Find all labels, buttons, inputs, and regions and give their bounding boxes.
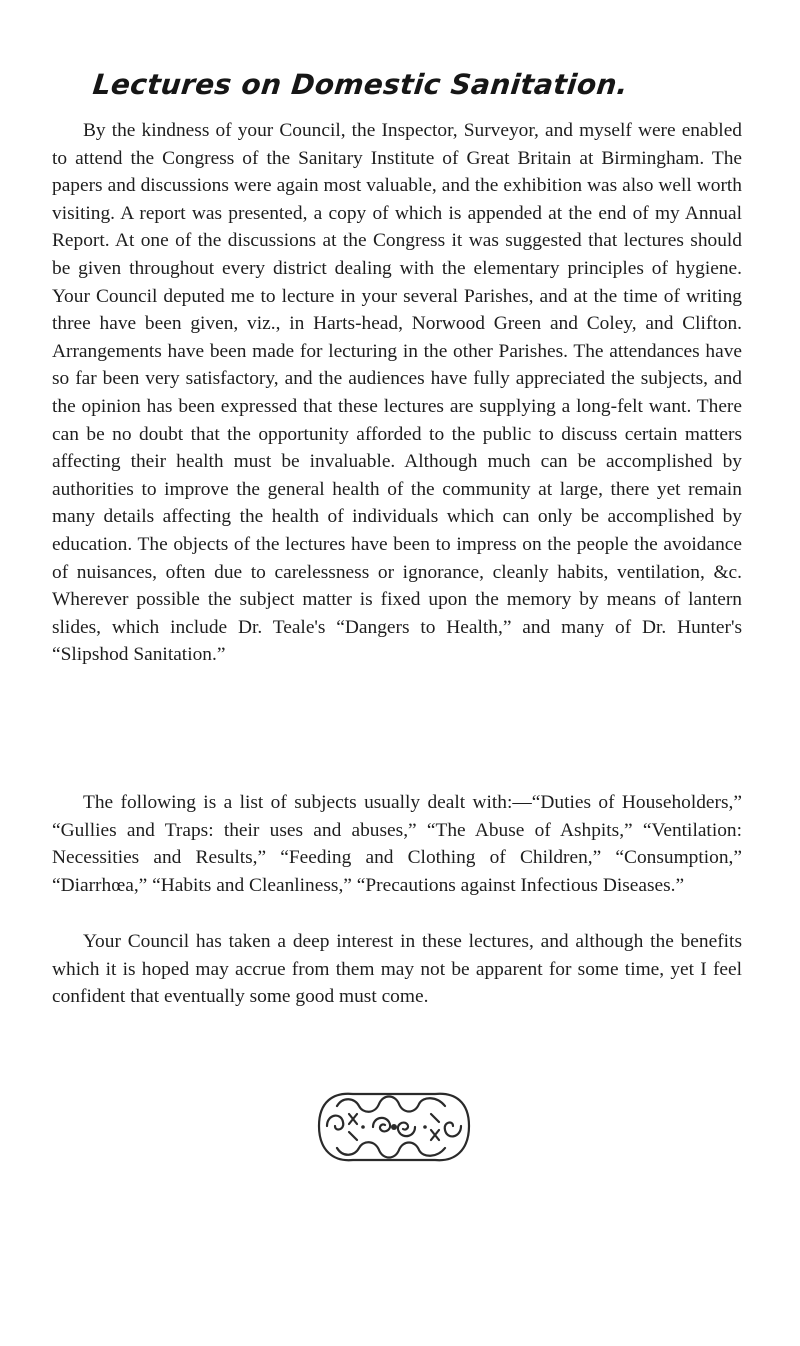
paragraph-lectures-report: By the kindness of your Council, the Inspector, Surveyor, and myself were enabled to attend the Congress of the Sanitary Institute of Great Britain at Birmingham. The papers and discussions were again most valuable, and the exhibition was also well worth visiting. A report was presented, a copy of which is appended at the end of my Annual Report. At one of the discussions at the Congress it was suggested that lectures should be given throughout every district dealing with the elementary principles of hygiene. Your Council deputed me to lecture in your several Parishes, and at the time of writing three have been given, viz., in Harts-head, Norwood Green and Coley, and Clifton. Arrangements have been made for lecturing in the other Parishes. The attendances have so far been very satisfactory, and the audiences have fully appreciated the subjects, and the opinion has been expressed that these lectures are supplying a long-felt want. There can be no doubt that the opportunity afforded to the public to discuss certain matters affecting their health must be invaluable. Although much can be accomplished by authorities to improve the general health of the community at large, there yet remain many details affecting the health of individuals which can only be accomplished by education. The objects of the lectures have been to impress on the people the avoidance of nuisances, often due to carelessness or ignorance, cleanly habits, ventilation, &c. Wherever possible the subject matter is fixed upon the memory by means of lantern slides, which include Dr. Teale's “Dangers to Health,” and many of Dr. Hunter's “Slipshod Sanitation.” [52,120,742,666]
ornament-icon [313,1084,475,1170]
paragraph-subject-list: The following is a list of subjects usually dealt with:—“Duties of Householders,” “Gullies and Traps: their uses and abuses,” “The Abuse of Ashpits,” “Ventilation: Necessities and Results,” “Feeding and Clothing of Children,” “Consumption,” “Diarrhœa,” “Habits and Cleanliness,” “Precautions against Infectious Diseases.” [52,792,742,896]
page-title: Lectures on Domestic Sanitation. [91,68,630,101]
paragraph-council-interest: Your Council has taken a deep interest in these lectures, and although the benefits which it is hoped may accrue from them may not be apparent for some time, yet I feel confident that eventually some good must come. [52,931,742,1008]
